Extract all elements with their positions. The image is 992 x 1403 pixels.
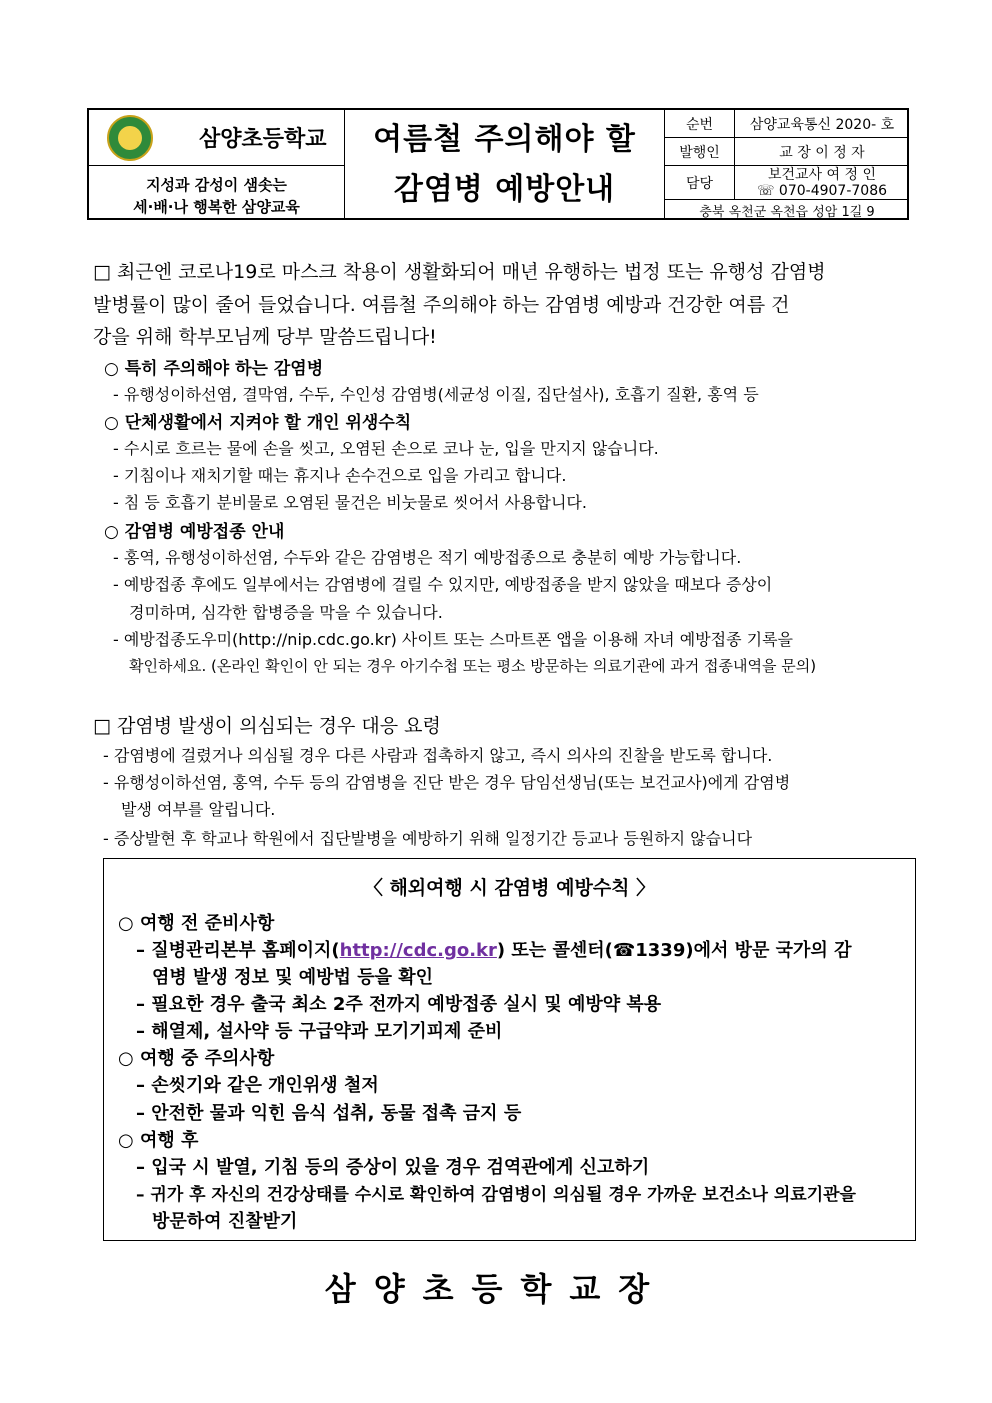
- section4-item-cont: 발생 여부를 알립니다.: [121, 800, 276, 819]
- section3-item-cont: 경미하며, 심각한 합병증을 막을 수 있습니다.: [129, 603, 443, 622]
- box-after-item: – 귀가 후 자신의 건강상태를 수시로 확인하여 감염병이 의심될 경우 가까운 보건소나 의료기관을: [136, 1185, 856, 1205]
- header-table: [87, 108, 909, 220]
- section4-item: - 감염병에 걸렸거나 의심될 경우 다른 사람과 접촉하지 않고, 즉시 의사의 진찰을 받도록 합니다.: [103, 746, 773, 765]
- box-before-item-cont: 염병 발생 정보 및 예방법 등을 확인: [152, 967, 434, 988]
- slogan-cell: [89, 166, 345, 220]
- school-emblem-icon: [107, 115, 153, 161]
- address: 충북 옥천군 옥천읍 성암 1길 9: [699, 204, 875, 220]
- section3-item: - 예방접종 후에도 일부에서는 감염병에 걸릴 수 있지만, 예방접종을 받지 않았을 때보다 증상이: [113, 575, 773, 594]
- section2-item: - 기침이나 재치기할 때는 휴지나 손수건으로 입을 가리고 합니다.: [113, 466, 567, 485]
- section3-heading: ○ 감염병 예방접종 안내: [104, 522, 285, 542]
- box-during-item: – 손씻기와 같은 개인위생 철저: [136, 1075, 379, 1096]
- intro-line3: 강을 위해 학부모님께 당부 말씀드립니다!: [93, 326, 437, 348]
- section3-item: - 예방접종도우미(http://nip.cdc.go.kr) 사이트 또는 스마트폰 앱을 이용해 자녀 예방접종 기록을: [113, 630, 793, 649]
- slogan-line1: 지성과 감성이 샘솟는: [146, 176, 287, 194]
- title-line1: 여름철 주의해야 할: [373, 122, 636, 157]
- travel-precautions-box: [103, 858, 916, 1241]
- box-before-item: [136, 936, 851, 962]
- section2-item: - 침 등 호흡기 분비물로 오염된 물건은 비눗물로 씻어서 사용합니다.: [113, 493, 587, 512]
- serial-value: 삼양교육통신 2020- 호: [735, 110, 909, 138]
- contact-value: [735, 166, 909, 200]
- intro-line2: 발병률이 많이 줄어 들었습니다. 여름철 주의해야 하는 감염병 예방과 건강한 여름 건: [93, 294, 790, 316]
- document-title: [345, 110, 665, 220]
- section4-item: - 유행성이하선염, 홍역, 수두 등의 감염병을 진단 받은 경우 담임선생님(또는 보건교사)에게 감염병: [103, 773, 791, 792]
- contact-phone: ☏ 070-4907-7086: [756, 182, 888, 199]
- section3-item: - 홍역, 유행성이하선염, 수두와 같은 감염병은 적기 예방접종으로 충분히 예방 가능합니다.: [113, 548, 742, 567]
- intro-line1: □ 최근엔 코로나19로 마스크 착용이 생활화되어 매년 유행하는 법정 또는 유행성 감염병: [93, 261, 826, 283]
- cdc-link[interactable]: http://cdc.go.kr: [339, 940, 497, 961]
- slogan-line2: 세·배·나 행복한 삼양교육: [133, 198, 300, 216]
- section2-item: - 수시로 흐르는 물에 손을 씻고, 오염된 손으로 코나 눈, 입을 만지지 않습니다.: [113, 439, 659, 458]
- box-title: 〈 해외여행 시 감염병 예방수칙 〉: [363, 877, 656, 899]
- publisher-label: 발행인: [665, 138, 735, 166]
- section4-item: - 증상발현 후 학교나 학원에서 집단발병을 예방하기 위해 일정기간 등교나 등원하지 않습니다: [103, 829, 753, 848]
- contact-name: 보건교사 여 정 인: [767, 166, 877, 183]
- box-before-item-text: ) 또는 콜센터(☎1339)에서 방문 국가의 감: [496, 940, 852, 961]
- box-after-item: – 입국 시 발열, 기침 등의 증상이 있을 경우 검역관에게 신고하기: [136, 1157, 650, 1178]
- box-during-item: – 안전한 물과 익힌 음식 섭취, 동물 접촉 금지 등: [136, 1103, 522, 1124]
- box-after-item-cont: 방문하여 진찰받기: [152, 1211, 298, 1232]
- box-after-heading: ○ 여행 후: [118, 1130, 199, 1151]
- section4-heading: □ 감염병 발생이 의심되는 경우 대응 요령: [93, 715, 441, 737]
- box-before-heading: ○ 여행 전 준비사항: [118, 913, 275, 934]
- title-line2: 감염병 예방안내: [393, 172, 616, 207]
- section1-heading: ○ 특히 주의해야 하는 감염병: [104, 359, 324, 379]
- publisher-value: 교 장 이 정 자: [735, 138, 909, 166]
- box-before-item-text: – 질병관리본부 홈페이지(: [136, 940, 340, 961]
- box-before-item: – 필요한 경우 출국 최소 2주 전까지 예방접종 실시 및 예방약 복용: [136, 994, 662, 1015]
- box-before-item: – 해열제, 설사약 등 구급약과 모기기피제 준비: [136, 1021, 503, 1042]
- section2-heading: ○ 단체생활에서 지켜야 할 개인 위생수칙: [104, 413, 412, 433]
- school-name: 삼양초등학교: [199, 127, 327, 152]
- section1-item: - 유행성이하선염, 결막염, 수두, 수인성 감염병(세균성 이질, 집단설사), 호흡기 질환, 홍역 등: [113, 385, 759, 404]
- box-during-heading: ○ 여행 중 주의사항: [118, 1048, 275, 1069]
- signature: 삼양초등학교장: [324, 1270, 668, 1308]
- section3-item-cont: 확인하세요. (온라인 확인이 안 되는 경우 아기수첩 또는 평소 방문하는 의료기관에 과거 접종내역을 문의): [129, 657, 817, 675]
- serial-label: 순번: [665, 110, 735, 138]
- school-logo-cell: [89, 110, 345, 166]
- contact-label: 담당: [665, 166, 735, 200]
